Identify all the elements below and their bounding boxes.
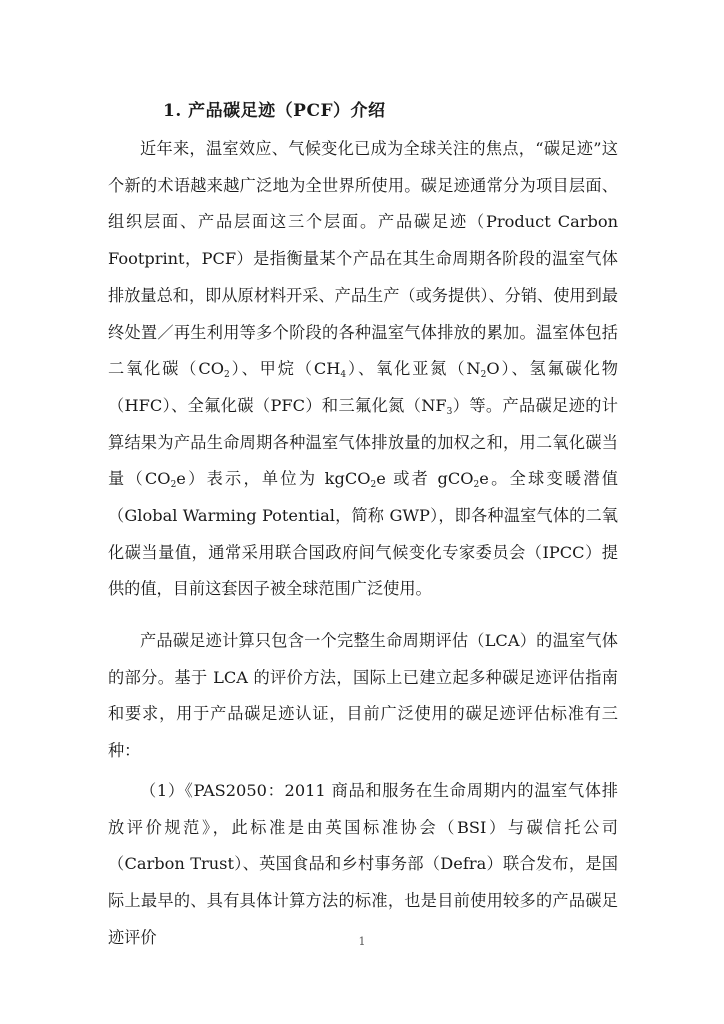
text-run: ）、甲烷（CH [229, 359, 341, 379]
subscript: 2 [224, 370, 230, 381]
text-run: O）、氢氟碳化物（HFC）、全氟化碳（PFC）和三氟化氮（NF [108, 359, 618, 415]
subscript: 2 [370, 480, 377, 491]
text-run: e 或者 gCO [376, 469, 474, 489]
paragraph-text: 产品碳足迹计算只包含一个完整生命周期评估（LCA）的温室气体的部分。基于 LCA 的评价方法，国际上已建立起多种碳足迹评估指南和要求，用于产品碳足迹认证，目前广泛使用的碳足迹评估标准有三种： [108, 631, 618, 761]
subscript: 2 [170, 480, 177, 491]
text-run: 近年来，温室效应、气候变化已成为全球关注的焦点，“碳足迹”这个新的术语越来越广泛地为全世界所使用。碳足迹通常分为项目层面、组织层面、产品层面这三个层面。产品碳足迹（Product Carbon Footprint，PCF）是指衡量某个产品在其生命周期各阶段的温室气体排放量总和，即从原材料开采、产品生产（或务提供）、分销、使用到最终处置／再生利用等多个阶段的各种温室气体排放的累加。温室体包括二氧化碳（CO [108, 139, 618, 379]
subscript: 3 [446, 406, 453, 417]
paragraph-text [108, 131, 618, 608]
text-run: e。全球变暖潜值（Global Warming Potential，简称 GWP），即各种温室气体的二氧化碳当量值，通常采用联合国政府间气候变化专家委员会（IPCC）提供的值，目前这套因子被全球范围广泛使用。 [108, 469, 618, 599]
text-run: ）、氧化亚氮（N [346, 359, 481, 379]
paragraph-lca-standards [108, 623, 618, 770]
section-heading: 1. 产品碳足迹（PCF）介绍 [163, 101, 386, 121]
paragraph-pas2050 [108, 773, 618, 957]
subscript: 2 [480, 370, 487, 381]
paragraph-text: （1）《PAS2050：2011 商品和服务在生命周期内的温室气体排放评价规范》，此标准是由英国标准协会（BSI）与碳信托公司（Carbon Trust）、英国食品和乡村事务部（Defra）联合发布，是国际上最早的、具有具体计算方法的标准，也是目前使用较多的产品碳足迹评价 [108, 781, 618, 947]
subscript: 4 [340, 370, 347, 381]
paragraph-pcf-definition [108, 131, 618, 608]
text-run: ）等。产品碳足迹的计算结果为产品生命周期各种温室气体排放量的加权之和，用二氧化碳当量（CO [108, 395, 618, 489]
text-run: e）表示，单位为 kgCO [176, 469, 371, 489]
page-number: 1 [358, 935, 366, 948]
subscript: 2 [473, 480, 480, 491]
